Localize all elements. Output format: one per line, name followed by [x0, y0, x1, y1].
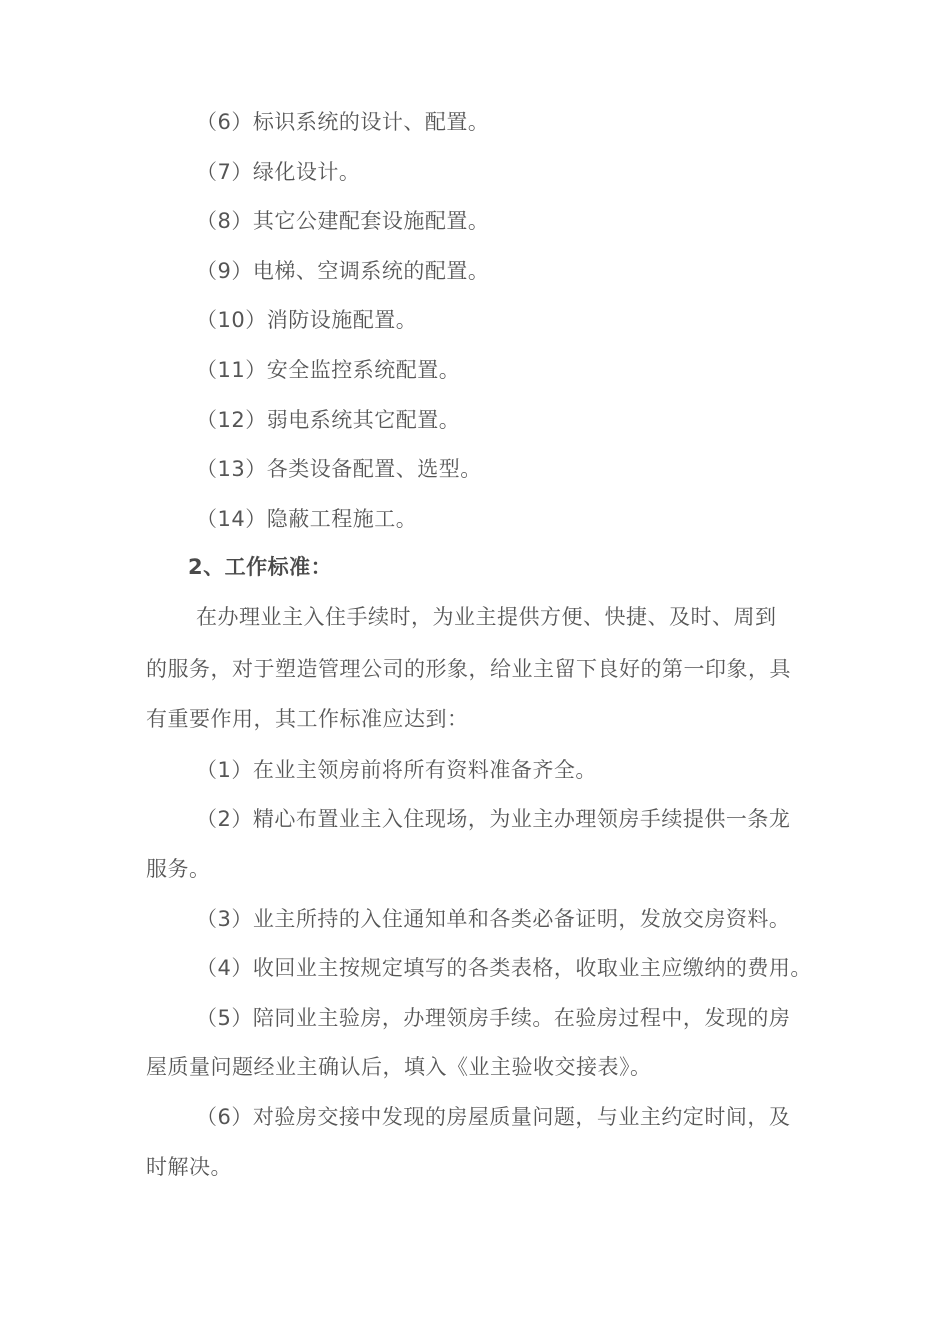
list-item: （9）电梯、空调系统的配置。 — [196, 259, 490, 283]
list-item: （6）对验房交接中发现的房屋质量问题，与业主约定时间，及 — [196, 1105, 791, 1129]
list-item: （10）消防设施配置。 — [196, 308, 418, 332]
list-item: （6）标识系统的设计、配置。 — [196, 110, 490, 134]
list-item: （2）精心布置业主入住现场，为业主办理领房手续提供一条龙 — [196, 807, 791, 831]
list-item: （5）陪同业主验房，办理领房手续。在验房过程中，发现的房 — [196, 1006, 791, 1030]
list-item: （11）安全监控系统配置。 — [196, 358, 461, 382]
list-item-continuation: 服务。 — [146, 857, 211, 881]
list-item: （1）在业主领房前将所有资料准备齐全。 — [196, 758, 597, 782]
list-item-continuation: 屋质量问题经业主确认后，填入《业主验收交接表》。 — [146, 1055, 652, 1079]
list-item: （12）弱电系统其它配置。 — [196, 408, 461, 432]
list-item: （7）绿化设计。 — [196, 160, 361, 184]
section-heading: 2、工作标准： — [188, 555, 333, 579]
list-item: （14）隐蔽工程施工。 — [196, 507, 418, 531]
list-item: （13）各类设备配置、选型。 — [196, 457, 482, 481]
list-item: （8）其它公建配套设施配置。 — [196, 209, 490, 233]
list-item: （4）收回业主按规定填写的各类表格，收取业主应缴纳的费用。 — [196, 956, 812, 980]
paragraph-line: 有重要作用，其工作标准应达到： — [146, 707, 469, 731]
list-item-continuation: 时解决。 — [146, 1155, 232, 1179]
paragraph-line: 的服务，对于塑造管理公司的形象，给业主留下良好的第一印象，具 — [146, 657, 791, 681]
list-item: （3）业主所持的入住通知单和各类必备证明，发放交房资料。 — [196, 907, 791, 931]
paragraph-line: 在办理业主入住手续时，为业主提供方便、快捷、及时、周到 — [196, 605, 777, 629]
